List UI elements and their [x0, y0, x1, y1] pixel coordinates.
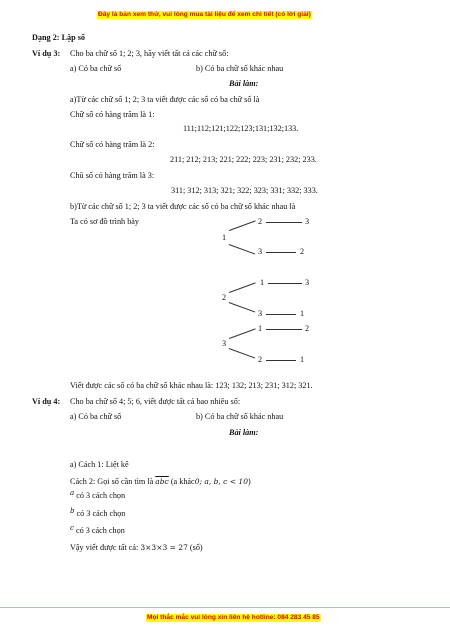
tree3-branch-top — [229, 328, 256, 339]
ex3-tree-intro: Ta có sơ đồ trình bày — [70, 217, 140, 226]
ex3-label: Ví dụ 3: — [32, 49, 61, 58]
tree3-bottom-digit: 2 — [258, 355, 263, 364]
ex3-h1-label: Chữ số có hàng trăm là 1: — [70, 110, 155, 119]
choice-c-text: có 3 cách chọn — [75, 526, 125, 535]
total-expression: 3×3×3 = 27 — [140, 543, 188, 552]
tree1-branch-top — [229, 220, 256, 231]
ex4-method-2 — [70, 477, 251, 487]
tree1-branch-bottom — [229, 244, 256, 255]
method2-end: ) — [247, 477, 251, 486]
tree3-bottom-leaf: 1 — [300, 355, 305, 364]
tree1-top-leaf: 3 — [305, 217, 310, 226]
ex4-method-1: a) Cách 1: Liệt kê — [70, 460, 129, 469]
method2-condition: 0; a, b, c < 10 — [194, 477, 248, 486]
tree3-top-line — [266, 329, 302, 330]
ex4-question: Cho ba chữ số 4; 5; 6, viết được tất cả bao nhiêu số: — [70, 397, 241, 406]
tree2-root: 2 — [222, 293, 227, 302]
tree1-top-line — [266, 222, 302, 223]
tree3-branch-bottom — [229, 348, 256, 359]
ex3-h3-numbers: 311; 312; 313; 321; 322; 323; 331; 332; 333. — [171, 186, 318, 195]
choice-c — [70, 526, 125, 536]
ex3-part-a: a) Có ba chữ số — [70, 64, 122, 73]
ex3-h2-label: Chữ số có hàng trăm là 2: — [70, 140, 155, 149]
choice-c-var: c — [70, 524, 74, 532]
choice-a — [70, 491, 125, 501]
footer-hotline: Mọi thắc mắc vui lòng xin liên hệ hotline: 084 283 45 85 — [147, 614, 320, 621]
tree3-top-digit: 1 — [258, 324, 263, 333]
tree2-bottom-line — [266, 314, 296, 315]
ex4-label: Ví dụ 4: — [32, 397, 61, 406]
method2-prefix: Cách 2: Gọi số cần tìm là — [70, 477, 154, 486]
tree2-branch-top — [229, 282, 256, 293]
choice-b — [70, 509, 125, 519]
choice-b-text: có 3 cách chọn — [76, 509, 126, 518]
ex4-solution-heading: Bài làm: — [229, 428, 259, 437]
ex4-total — [70, 543, 203, 553]
ex3-part-b: b) Có ba chữ số khác nhau — [196, 64, 284, 73]
preview-banner: Đây là bản xem thử, vui lòng mua tài liệu để xem chi tiết (có lời giải) — [98, 11, 311, 18]
total-prefix: Vậy viết được tất cả: — [70, 543, 139, 552]
section-title: Dạng 2: Lập số — [32, 33, 86, 42]
tree2-branch-bottom — [229, 302, 256, 313]
footer-divider — [0, 607, 450, 608]
choice-a-text: có 3 cách chọn — [76, 491, 126, 500]
tree2-bottom-digit: 3 — [258, 309, 263, 318]
tree1-bottom-leaf: 2 — [300, 247, 305, 256]
method2-number: $\overline{abc}$ — [155, 477, 169, 486]
tree2-top-digit: 1 — [260, 278, 265, 287]
tree1-bottom-line — [266, 252, 296, 253]
tree2-top-leaf: 3 — [305, 278, 310, 287]
tree3-bottom-line — [266, 360, 296, 361]
method2-mid: (a khác — [170, 477, 195, 486]
ex3-solution-heading: Bài làm: — [229, 79, 259, 88]
choice-b-var: b — [70, 507, 75, 515]
tree2-bottom-leaf: 1 — [300, 309, 305, 318]
ex3-question: Cho ba chữ số 1; 2; 3, hãy viết tất cả các chữ số: — [70, 49, 229, 58]
ex3-h1-numbers: 111;112;121;122;123;131;132;133. — [183, 124, 299, 133]
tree2-top-line — [268, 283, 302, 284]
ex4-part-b: b) Có ba chữ số khác nhau — [196, 412, 284, 421]
ex3-b-intro: b)Từ các chữ số 1; 2; 3 ta viết được các số có ba chữ số khác nhau là — [70, 202, 296, 211]
tree3-root: 3 — [222, 339, 227, 348]
ex3-conclusion: Viết được các số có ba chữ số khác nhau là: 123; 132; 213; 231; 312; 321. — [70, 381, 313, 390]
total-unit: (số) — [189, 543, 203, 552]
ex3-a-intro: a)Từ các chữ số 1; 2; 3 ta viết được các số có ba chữ số là — [70, 95, 260, 104]
ex3-h3-label: Chũ số có hàng trăm là 3: — [70, 171, 155, 180]
tree1-top-digit: 2 — [258, 217, 263, 226]
choice-a-var: a — [70, 489, 75, 497]
tree3-top-leaf: 2 — [305, 324, 310, 333]
tree1-root: 1 — [222, 233, 227, 242]
ex4-part-a: a) Có ba chữ số — [70, 412, 122, 421]
ex3-h2-numbers: 211; 212; 213; 221; 222; 223; 231; 232; 233. — [170, 155, 317, 164]
tree1-bottom-digit: 3 — [258, 247, 263, 256]
